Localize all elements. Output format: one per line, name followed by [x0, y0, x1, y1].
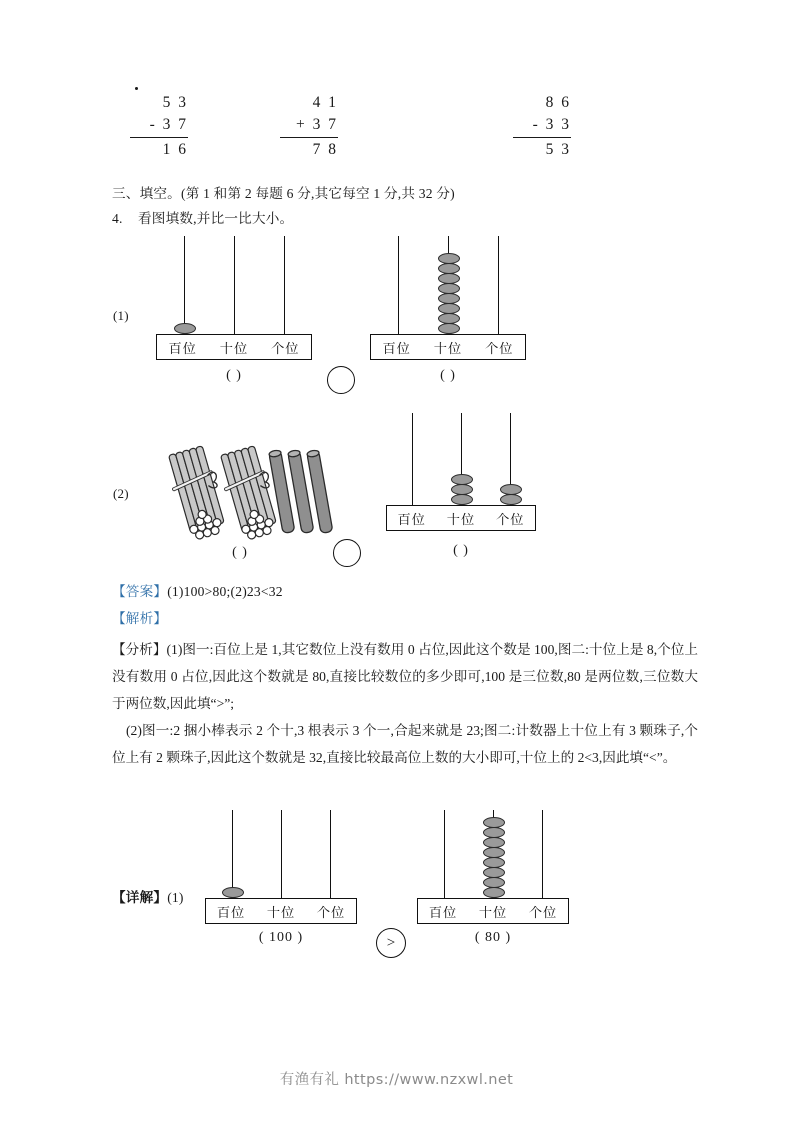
sticks-group — [160, 437, 330, 542]
detail-abacus-right — [417, 810, 569, 920]
place-label-ones: 个位 — [316, 904, 346, 920]
place-label-hundreds: 百位 — [382, 340, 411, 356]
bead-tens-2 — [438, 313, 460, 324]
bead-tens-3 — [451, 474, 473, 485]
subtrahend-3: 3 3 — [545, 116, 571, 133]
answer-blank-2[interactable]: ( ) — [440, 368, 456, 383]
single-sticks-svg — [268, 447, 334, 539]
vertical-problem-1 — [130, 84, 188, 161]
rod-tens — [234, 236, 235, 334]
abacus-2 — [370, 236, 526, 356]
minuend-3: 8 6 — [545, 94, 571, 111]
rod-ones — [284, 236, 285, 334]
figure-label-2: (2) — [113, 486, 129, 501]
answer-text: (1)100>80;(2)23<32 — [167, 584, 283, 599]
bead-tens-7 — [438, 263, 460, 274]
result-2: 7 8 — [312, 141, 338, 158]
bead-ones-1 — [500, 494, 522, 505]
figure-label-1: (1) — [113, 308, 129, 323]
rule-line-3 — [513, 137, 571, 138]
section-heading: 三、填空。(第 1 和第 2 每题 6 分,其它每空 1 分,共 32 分) — [112, 186, 455, 201]
rod-tens — [281, 810, 282, 898]
detail-block-label — [112, 888, 184, 908]
bead-tens-1 — [451, 494, 473, 505]
bead-tens-1 — [438, 323, 460, 334]
place-label-hundreds: 百位 — [168, 340, 197, 356]
place-label-ones: 个位 — [271, 340, 300, 356]
operand-line-3 — [513, 114, 571, 136]
rod-ones — [330, 810, 331, 898]
detail-compare-symbol: > — [376, 928, 406, 958]
vertical-problem-3 — [513, 84, 571, 161]
rod-hundreds — [184, 236, 185, 334]
place-label-ones: 个位 — [485, 340, 514, 356]
detail-part: (1) — [167, 890, 184, 905]
place-label-hundreds: 百位 — [397, 511, 426, 527]
place-value-base-1 — [156, 334, 312, 360]
bead-tens-4 — [438, 293, 460, 304]
vertical-problem-2 — [280, 84, 338, 161]
question-number: 4. — [112, 211, 123, 226]
abacus-3 — [386, 413, 536, 527]
analysis-paragraph-2: (2)图一:2 捆小棒表示 2 个十,3 根表示 3 个一,合起来就是 23;图二:计数器上十位上有 3 颗珠子,个位上有 2 颗珠子,因此这个数就是 32,直接比较最高位上数的大小即可,十位上的 2<3,因此填“<”。 — [112, 723, 698, 765]
place-value-base-3 — [386, 505, 536, 531]
bead-tens-3 — [438, 303, 460, 314]
bead-tens-8 — [438, 253, 460, 264]
operator-2: + — [296, 116, 307, 133]
vertical-arithmetic-row — [110, 84, 710, 174]
detail-value-left: ( 100 ) — [258, 930, 304, 945]
analysis-paragraph-1: 【分析】(1)图一:百位上是 1,其它数位上没有数用 0 占位,因此这个数是 100,图二:十位上是 8,个位上没有数用 0 占位,因此这个数就是 80,直接比较数位的多少即可,100 是三位数,80 是两位数,三位数大于两位数,因此填“>”; — [112, 642, 698, 711]
answer-blank-3[interactable]: ( ) — [232, 545, 248, 560]
detail-label: 【详解】 — [112, 890, 168, 905]
subtrahend-1: 3 7 — [162, 116, 188, 133]
compare-circle-1[interactable] — [327, 366, 355, 394]
operand-line-2 — [280, 114, 338, 136]
bead-tens-2 — [451, 484, 473, 495]
bead-tens-5 — [438, 283, 460, 294]
rod-hundreds — [398, 236, 399, 334]
subtrahend-2: 3 7 — [312, 116, 338, 133]
single-sticks-group — [268, 447, 334, 544]
operand-line-1 — [130, 114, 188, 136]
result-1: 1 6 — [162, 141, 188, 158]
result-3: 5 3 — [545, 141, 571, 158]
operator-1: - — [149, 116, 157, 133]
detail-value-right: ( 80 ) — [474, 930, 512, 945]
rule-line-1 — [130, 137, 188, 138]
rod-hundreds — [444, 810, 445, 898]
bead-hundreds-1 — [222, 887, 244, 898]
detail-abacus-left — [205, 810, 357, 920]
bead-tens-4 — [483, 857, 505, 868]
place-label-tens: 十位 — [219, 340, 249, 356]
answer-blank-4[interactable]: ( ) — [453, 543, 469, 558]
question-text: 看图填数,并比一比大小。 — [138, 211, 294, 226]
bead-tens-8 — [483, 817, 505, 828]
bead-tens-3 — [483, 867, 505, 878]
rule-line-2 — [280, 137, 338, 138]
answer-blank-1[interactable]: ( ) — [226, 368, 242, 383]
place-label-tens: 十位 — [478, 904, 508, 920]
place-label-tens: 十位 — [433, 340, 463, 356]
answer-label: 【答案】 — [112, 584, 168, 599]
rod-hundreds — [412, 413, 413, 505]
bead-tens-7 — [483, 827, 505, 838]
bead-tens-6 — [483, 837, 505, 848]
place-label-hundreds: 百位 — [428, 904, 458, 920]
bead-ones-2 — [500, 484, 522, 495]
place-label-hundreds: 百位 — [216, 904, 246, 920]
place-label-tens: 十位 — [446, 511, 476, 527]
operator-3: - — [532, 116, 540, 133]
footer-watermark: 有渔有礼 https://www.nzxwl.net — [279, 1072, 514, 1088]
rod-ones — [542, 810, 543, 898]
bead-hundreds-1 — [174, 323, 196, 334]
borrow-dot-icon — [135, 87, 138, 90]
minuend-1: 5 3 — [162, 94, 188, 111]
place-value-base-detail-left — [205, 898, 357, 924]
bead-tens-6 — [438, 273, 460, 284]
bead-tens-2 — [483, 877, 505, 888]
minuend-2: 4 1 — [312, 94, 338, 111]
place-value-base-detail-right — [417, 898, 569, 924]
place-label-tens: 十位 — [266, 904, 296, 920]
place-label-ones: 个位 — [496, 511, 525, 527]
rod-hundreds — [232, 810, 233, 898]
compare-circle-2[interactable] — [333, 539, 361, 567]
abacus-1 — [156, 236, 312, 356]
bead-tens-5 — [483, 847, 505, 858]
place-value-base-2 — [370, 334, 526, 360]
analysis-label: 【解析】 — [112, 611, 168, 626]
bead-tens-1 — [483, 887, 505, 898]
rod-ones — [498, 236, 499, 334]
answer-block — [112, 582, 283, 602]
place-label-ones: 个位 — [528, 904, 558, 920]
